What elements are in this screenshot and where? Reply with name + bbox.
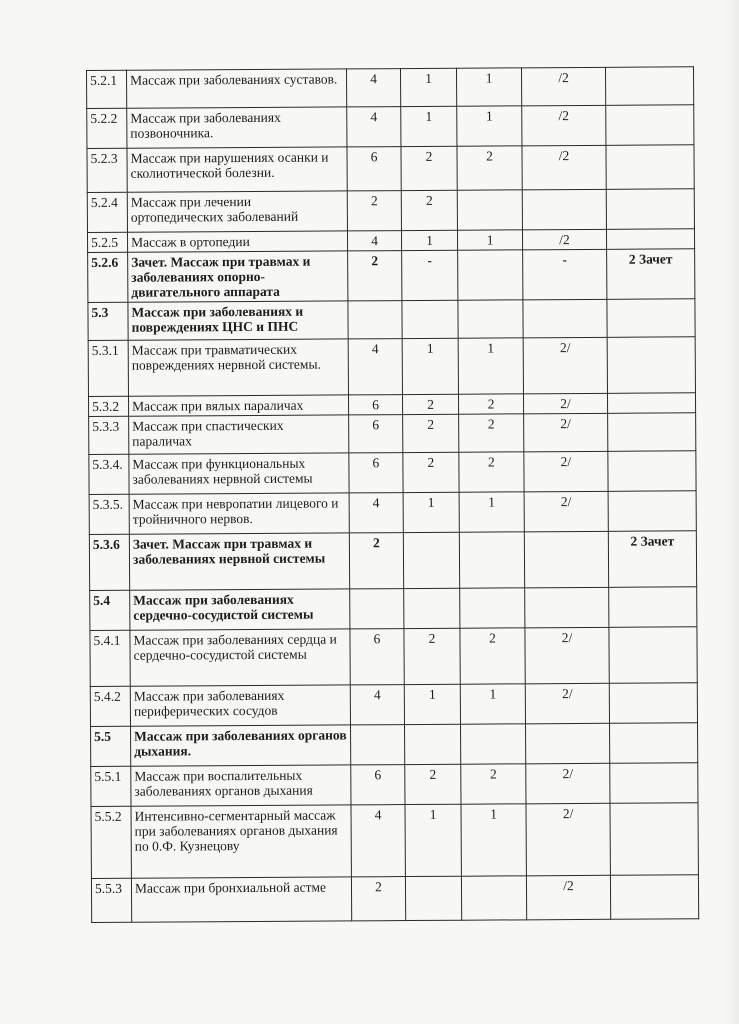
- hours-col-3: 1: [457, 230, 522, 250]
- table-row: [87, 145, 694, 193]
- hours-col-2: 2: [403, 414, 459, 452]
- row-title: Массаж при воспалительных заболеваниях органов дыхания: [131, 765, 351, 806]
- hours-total: 6: [351, 765, 405, 805]
- row-number: 5.2.3: [87, 148, 127, 192]
- hours-col-3: 2: [461, 764, 526, 804]
- hours-col-4: [525, 587, 609, 628]
- hours-col-4: 2/: [526, 803, 610, 876]
- row-title: Зачет. Массаж при травмах и заболеваниях опорно-двигательного аппарата: [128, 251, 348, 302]
- hours-col-2: 2: [405, 764, 461, 804]
- hours-col-3: 2: [459, 414, 524, 452]
- hours-total: 2: [348, 251, 402, 301]
- hours-col-5: [606, 229, 694, 250]
- row-number: 5.3: [88, 302, 128, 340]
- hours-col-5: [610, 875, 698, 920]
- hours-col-5: [610, 803, 698, 876]
- table-row: [89, 491, 696, 535]
- hours-col-4: /2: [522, 145, 606, 190]
- row-number: 5.5.3: [91, 878, 131, 922]
- hours-col-5: [606, 189, 694, 230]
- hours-col-2: 2: [401, 146, 457, 190]
- hours-col-3: 1: [456, 68, 521, 106]
- hours-col-2: 1: [404, 684, 460, 724]
- hours-col-4: /2: [522, 229, 606, 250]
- hours-col-5: 2 Зачет: [607, 249, 695, 300]
- hours-col-4: /2: [522, 105, 606, 146]
- table-row: [91, 723, 698, 767]
- hours-col-2: [405, 724, 461, 764]
- row-number: 5.5.2: [91, 806, 131, 878]
- row-title: Массаж при заболеваниях позвоночника.: [127, 107, 347, 148]
- hours-col-5: [609, 683, 697, 724]
- hours-col-4: [523, 299, 607, 338]
- row-number: 5.3.3: [89, 416, 129, 454]
- hours-col-5: [607, 393, 695, 414]
- row-number: 5.2.2: [87, 108, 127, 148]
- hours-col-3: 1: [461, 804, 526, 876]
- row-number: 5.3.6: [89, 534, 129, 590]
- table-row: [88, 249, 695, 303]
- hours-total: 4: [347, 107, 401, 147]
- row-title: Массаж в ортопедии: [127, 231, 347, 252]
- hours-col-4: /2: [521, 67, 605, 106]
- hours-col-2: 1: [401, 106, 457, 146]
- row-number: 5.2.5: [87, 232, 127, 252]
- hours-total: 2: [349, 533, 403, 589]
- hours-col-3: 2: [457, 146, 522, 190]
- row-number: 5.2.1: [87, 70, 127, 108]
- hours-col-4: [526, 723, 610, 764]
- hours-col-3: [460, 588, 525, 628]
- table-row: [89, 451, 696, 495]
- hours-col-2: 2: [403, 452, 459, 492]
- hours-col-5: 2 Зачет: [608, 531, 696, 588]
- hours-col-4: /2: [526, 875, 610, 920]
- row-title: Зачет. Массаж при травмах и заболеваниях нервной системы: [129, 533, 349, 590]
- hours-col-2: 2: [401, 190, 457, 230]
- hours-total: 6: [350, 629, 404, 685]
- row-title: Массаж при заболеваниях и повреждениях ЦНС и ПНС: [128, 301, 348, 340]
- hours-col-3: 2: [458, 394, 523, 414]
- hours-total: 6: [347, 147, 401, 191]
- hours-total: [350, 589, 404, 629]
- hours-col-3: 2: [459, 452, 524, 492]
- hours-col-3: 1: [458, 338, 523, 394]
- row-title: Массаж при функциональных заболеваниях нервной системы: [129, 453, 349, 494]
- row-title: Массаж при нарушениях осанки и сколиотической болезни.: [127, 147, 347, 192]
- hours-total: 6: [349, 415, 403, 453]
- row-title: Массаж при вялых параличах: [128, 395, 348, 416]
- row-title: Массаж при спастических параличах: [129, 415, 349, 454]
- hours-col-4: 2/: [524, 413, 608, 452]
- row-number: 5.3.2: [88, 396, 128, 416]
- hours-col-5: [608, 413, 696, 452]
- table-row: [89, 531, 696, 591]
- table-row: [91, 803, 698, 879]
- row-number: 5.3.1: [88, 340, 128, 396]
- row-title: Массаж при заболеваниях сердца и сердечно-сосудистой системы: [130, 629, 350, 686]
- hours-col-4: 2/: [524, 491, 608, 532]
- table-row: [90, 587, 697, 631]
- hours-col-5: [606, 145, 694, 190]
- page-edge-shadow: [725, 0, 739, 1024]
- row-number: 5.3.5.: [89, 494, 129, 534]
- hours-col-3: 1: [457, 106, 522, 146]
- hours-col-5: [610, 763, 698, 804]
- table-row: [88, 337, 695, 397]
- hours-col-4: [522, 189, 606, 230]
- hours-col-5: [606, 105, 694, 146]
- table-row: [87, 105, 694, 149]
- hours-total: 4: [347, 231, 401, 251]
- hours-col-2: 1: [403, 492, 459, 532]
- hours-col-2: [402, 300, 458, 338]
- hours-col-5: [605, 67, 693, 106]
- hours-col-4: 2/: [523, 393, 607, 414]
- row-number: 5.4.1: [90, 630, 130, 686]
- hours-col-2: [404, 588, 460, 628]
- hours-col-3: 2: [460, 628, 525, 684]
- hours-col-3: [459, 532, 524, 588]
- hours-col-3: 1: [460, 684, 525, 724]
- row-title: Массаж при заболеваниях органов дыхания.: [131, 725, 351, 766]
- table-row: [89, 413, 696, 455]
- hours-total: 4: [351, 805, 405, 877]
- curriculum-table-body: [87, 67, 699, 923]
- table-row: [91, 763, 698, 807]
- hours-col-2: 1: [400, 68, 456, 106]
- hours-col-4: 2/: [525, 627, 609, 684]
- hours-total: 2: [347, 191, 401, 231]
- hours-col-5: [609, 587, 697, 628]
- hours-total: 4: [348, 339, 402, 395]
- hours-col-2: [405, 876, 461, 920]
- hours-col-5: [607, 299, 695, 338]
- hours-total: 6: [349, 453, 403, 493]
- hours-col-2: 2: [404, 628, 460, 684]
- row-title: Массаж при невропатии лицевого и тройничного нервов.: [129, 493, 349, 534]
- hours-total: 4: [350, 685, 404, 725]
- hours-col-4: 2/: [524, 451, 608, 492]
- table-row: [87, 189, 694, 233]
- table-row: [87, 67, 694, 109]
- hours-col-2: 2: [402, 394, 458, 414]
- hours-total: 6: [348, 395, 402, 415]
- hours-col-5: [610, 723, 698, 764]
- hours-total: 4: [349, 493, 403, 533]
- hours-col-2: 1: [405, 804, 461, 876]
- hours-total: [348, 301, 402, 339]
- row-number: 5.4: [90, 590, 130, 630]
- curriculum-table: [86, 66, 699, 923]
- hours-col-2: -: [402, 250, 458, 300]
- table-row: [91, 875, 698, 923]
- hours-col-3: 1: [459, 492, 524, 532]
- row-title: Интенсивно-сегментарный массаж при заболеваниях органов дыхания по 0.Ф. Кузнецову: [131, 805, 351, 878]
- hours-col-4: -: [523, 249, 607, 300]
- row-title: Массаж при травматических повреждениях нервной системы.: [128, 339, 348, 396]
- hours-col-3: [458, 250, 523, 300]
- hours-col-5: [609, 627, 697, 684]
- table-row: [90, 627, 697, 687]
- hours-col-2: 1: [402, 338, 458, 394]
- hours-total: [351, 725, 405, 765]
- table-row: [88, 299, 695, 341]
- row-title: Массаж при лечении ортопедических заболеваний: [127, 191, 347, 232]
- hours-col-5: [608, 451, 696, 492]
- table-row: [90, 683, 697, 727]
- row-number: 5.3.4.: [89, 454, 129, 494]
- row-number: 5.5: [91, 726, 131, 766]
- hours-col-4: 2/: [525, 683, 609, 724]
- hours-col-3: [458, 300, 523, 338]
- hours-col-2: 1: [401, 230, 457, 250]
- row-title: Массаж при заболеваниях периферических сосудов: [130, 685, 350, 726]
- hours-col-4: [524, 531, 608, 588]
- hours-col-4: 2/: [523, 337, 607, 394]
- row-title: Массаж при бронхиальной астме: [131, 877, 351, 922]
- hours-col-3: [461, 876, 526, 920]
- hours-total: 2: [351, 877, 405, 921]
- row-title: Массаж при заболеваниях суставов.: [127, 69, 347, 108]
- hours-col-2: [403, 532, 459, 588]
- hours-col-3: [457, 190, 522, 230]
- hours-col-3: [461, 724, 526, 764]
- hours-total: 4: [346, 69, 400, 107]
- hours-col-5: [608, 491, 696, 532]
- row-number: 5.2.4: [87, 192, 127, 232]
- hours-col-4: 2/: [526, 763, 610, 804]
- row-title: Массаж при заболеваниях сердечно-сосудистой системы: [130, 589, 350, 630]
- row-number: 5.4.2: [90, 686, 130, 726]
- row-number: 5.2.6: [88, 252, 128, 302]
- row-number: 5.5.1: [91, 766, 131, 806]
- hours-col-5: [607, 337, 695, 394]
